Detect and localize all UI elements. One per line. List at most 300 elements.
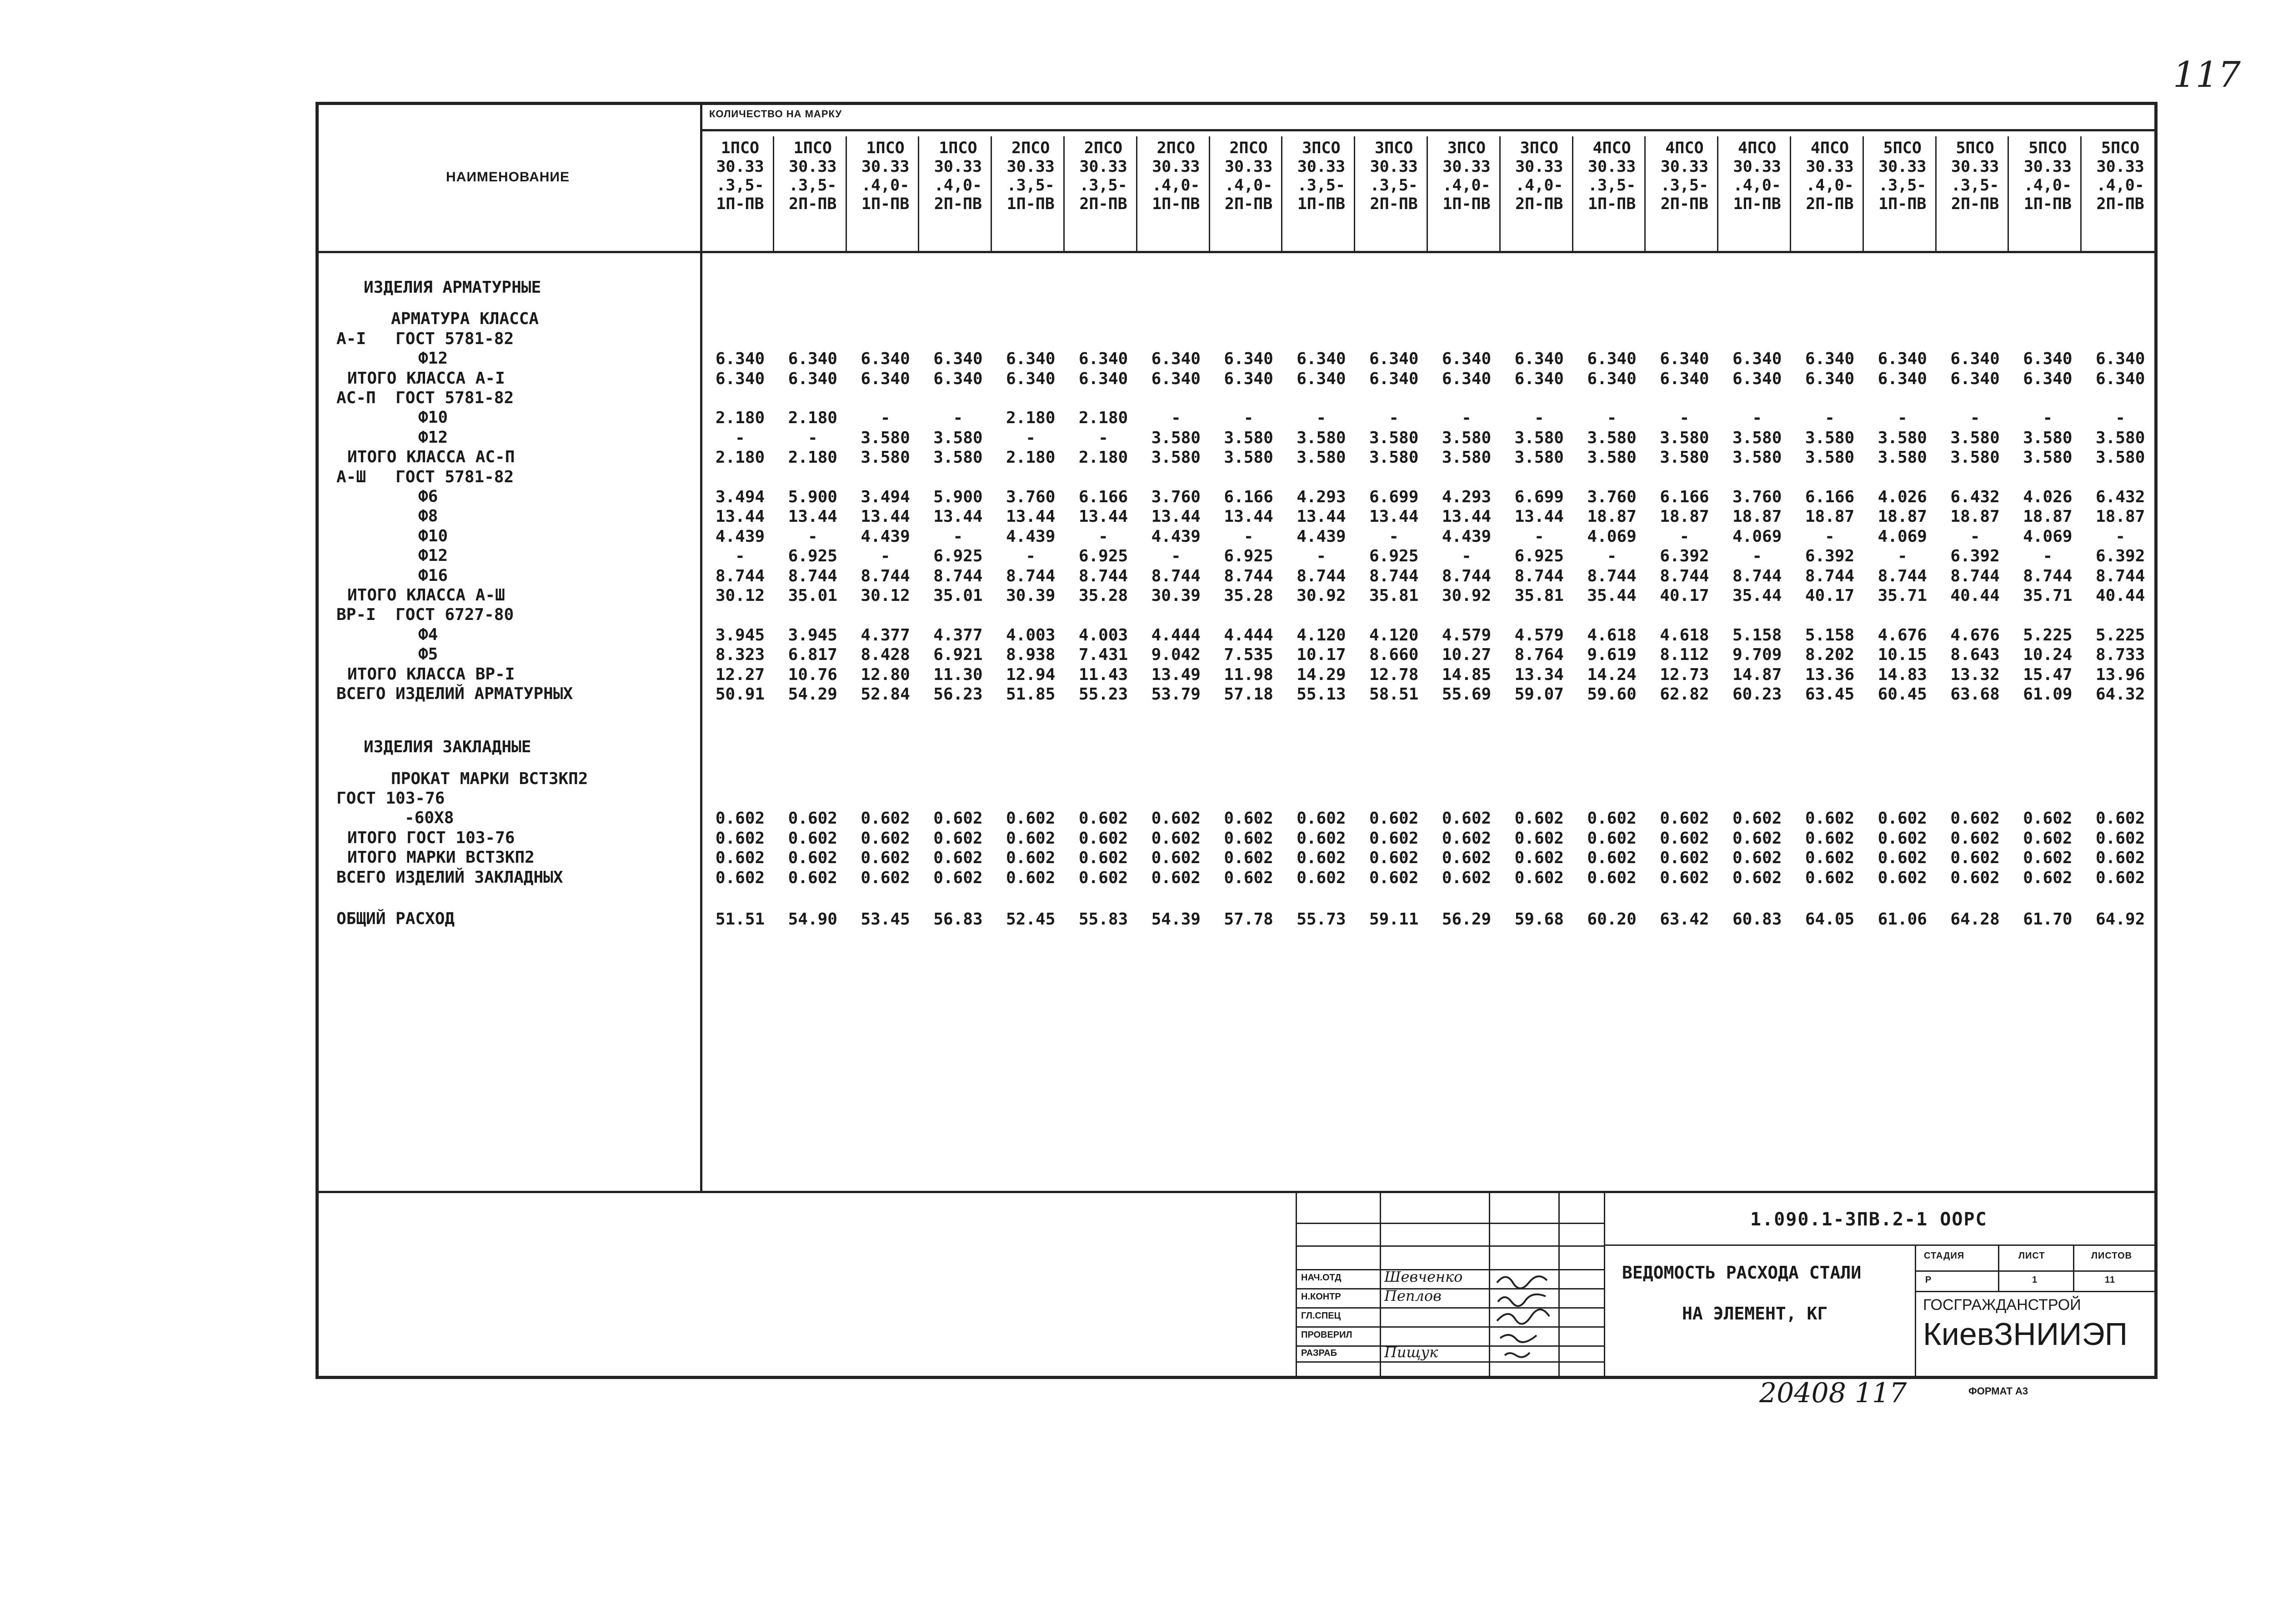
table-cell: 3.580 [933, 428, 983, 447]
table-cell: 12.80 [861, 665, 910, 684]
table-cell: 30.12 [715, 586, 765, 605]
table-cell: 0.602 [1877, 849, 1927, 868]
table-cell: 3.580 [1805, 428, 1855, 447]
table-cell: 61.70 [2023, 909, 2073, 929]
table-cell: 7.431 [1078, 645, 1128, 665]
table-cell: 6.340 [1151, 350, 1201, 369]
column-separator [1790, 136, 1791, 251]
column-separator [1136, 136, 1137, 251]
column-separator [991, 136, 992, 251]
table-cell: - [1607, 547, 1617, 566]
column-separator [1281, 136, 1282, 251]
table-cell: 6.925 [1078, 547, 1128, 566]
table-cell: 13.44 [788, 507, 837, 526]
tb-line [1296, 1307, 1604, 1309]
table-cell: 6.166 [1660, 488, 1709, 507]
table-cell: 6.340 [1442, 369, 1492, 388]
table-cell: - [735, 547, 745, 566]
table-cell: 18.87 [2096, 507, 2145, 526]
table-cell: 61.06 [1877, 909, 1927, 929]
tb-line [1296, 1345, 1604, 1347]
table-cell: 13.96 [2096, 665, 2145, 684]
table-cell: 3.580 [1151, 448, 1201, 467]
row-label: А-Ш ГОСТ 5781-82 [336, 467, 514, 486]
table-cell: - [1098, 527, 1108, 546]
table-cell: 52.45 [1006, 909, 1056, 929]
table-cell: 30.92 [1442, 586, 1492, 605]
table-cell: 6.340 [2096, 350, 2145, 369]
table-cell: 12.73 [1660, 665, 1709, 684]
table-cell: 35.28 [1224, 586, 1273, 605]
table-cell: 0.602 [861, 849, 910, 868]
table-cell: 35.44 [1587, 586, 1637, 605]
table-cell: 35.44 [1732, 586, 1782, 605]
table-cell: 5.158 [1732, 625, 1782, 645]
table-cell: 55.73 [1297, 909, 1346, 929]
role-label: НАЧ.ОТД [1301, 1273, 1342, 1283]
column-header: 5ПСО 30.33 .4,0- 1П-ПВ [2023, 139, 2072, 213]
role-label: ГЛ.СПЕЦ [1301, 1311, 1341, 1321]
table-cell: 6.925 [788, 547, 837, 566]
table-cell: 6.392 [1660, 547, 1709, 566]
tb-line [1915, 1291, 2158, 1292]
table-cell: 60.20 [1587, 909, 1637, 929]
table-cell: 6.340 [2096, 369, 2145, 388]
table-cell: 8.428 [861, 645, 910, 665]
table-cell: 6.166 [1224, 488, 1273, 507]
table-cell: 4.026 [1877, 488, 1927, 507]
table-cell: 4.069 [1587, 527, 1637, 546]
table-cell: 0.602 [1369, 829, 1419, 848]
table-cell: - [1897, 409, 1908, 428]
table-cell: 0.602 [788, 809, 837, 828]
table-cell: 3.580 [1224, 448, 1273, 467]
table-cell: 8.744 [1151, 566, 1201, 585]
table-cell: 0.602 [1151, 849, 1201, 868]
column-header: 5ПСО 30.33 .3,5- 1П-ПВ [1878, 139, 1927, 213]
table-cell: 4.377 [933, 625, 983, 645]
table-cell: 18.87 [1805, 507, 1855, 526]
signatures-image [1493, 1269, 1557, 1360]
table-cell: 3.760 [1587, 488, 1637, 507]
table-cell: 0.602 [933, 849, 983, 868]
column-separator [2008, 136, 2009, 251]
column-separator [1935, 136, 1937, 251]
table-cell: 6.340 [2023, 369, 2073, 388]
table-cell: 51.85 [1006, 685, 1056, 704]
table-cell: 0.602 [715, 809, 765, 828]
table-cell: 4.120 [1297, 625, 1346, 645]
column-separator [1499, 136, 1501, 251]
table-cell: 6.340 [1442, 350, 1492, 369]
column-separator [1354, 136, 1355, 251]
table-cell: 2.180 [788, 448, 837, 467]
table-cell: 0.602 [2096, 829, 2145, 848]
table-cell: 0.602 [1006, 868, 1056, 887]
table-cell: - [1752, 547, 1762, 566]
table-cell: 6.340 [1514, 350, 1564, 369]
table-cell: 56.83 [933, 909, 983, 929]
table-cell: 3.580 [861, 428, 910, 447]
stage-label: СТАДИЯ [1924, 1251, 1965, 1261]
table-cell: 40.17 [1805, 586, 1855, 605]
table-cell: 13.44 [1297, 507, 1346, 526]
table-cell: 0.602 [1950, 849, 2000, 868]
table-bottom-line [315, 1191, 2158, 1193]
table-cell: 3.494 [861, 488, 910, 507]
table-cell: 0.602 [1660, 849, 1709, 868]
table-cell: - [807, 527, 818, 546]
tb-line [1915, 1270, 2158, 1272]
table-cell: 4.439 [1151, 527, 1201, 546]
table-cell: - [1171, 547, 1181, 566]
table-cell: 0.602 [788, 868, 837, 887]
table-cell: 0.602 [1297, 829, 1346, 848]
table-cell: - [953, 527, 963, 546]
table-cell: 0.602 [2023, 849, 2073, 868]
table-cell: 6.340 [1006, 369, 1056, 388]
column-header: 2ПСО 30.33 .4,0- 1П-ПВ [1152, 139, 1200, 213]
table-cell: 6.340 [715, 369, 765, 388]
table-cell: 3.580 [1732, 428, 1782, 447]
table-cell: 6.340 [1660, 350, 1709, 369]
table-cell: 8.744 [1006, 566, 1056, 585]
table-cell: 3.945 [788, 625, 837, 645]
table-cell: 14.87 [1732, 665, 1782, 684]
table-cell: 12.94 [1006, 665, 1056, 684]
table-cell: 12.27 [715, 665, 765, 684]
table-cell: 0.602 [1805, 829, 1855, 848]
table-cell: 4.444 [1224, 625, 1273, 645]
table-cell: 0.602 [715, 868, 765, 887]
column-separator [1644, 136, 1646, 251]
table-cell: 35.28 [1078, 586, 1128, 605]
table-cell: 60.23 [1732, 685, 1782, 704]
table-cell: 63.45 [1805, 685, 1855, 704]
table-cell: 0.602 [1514, 829, 1564, 848]
table-cell: 0.602 [1151, 809, 1201, 828]
table-cell: 18.87 [2023, 507, 2073, 526]
column-separator [1862, 136, 1864, 251]
table-cell: - [880, 409, 891, 428]
table-cell: 4.618 [1660, 625, 1709, 645]
person-name: Пеплов [1384, 1287, 1442, 1304]
table-cell: 0.602 [861, 868, 910, 887]
tb-line [1296, 1223, 1604, 1224]
table-cell: 0.602 [861, 809, 910, 828]
table-cell: 3.580 [1514, 448, 1564, 467]
table-cell: 18.87 [1877, 507, 1927, 526]
table-cell: 0.602 [1224, 849, 1273, 868]
table-cell: 0.602 [1660, 809, 1709, 828]
row-label: Ф12 [418, 546, 448, 565]
table-cell: 6.340 [1950, 369, 2000, 388]
table-cell: 3.580 [1805, 448, 1855, 467]
role-label: РАЗРАБ [1301, 1348, 1337, 1358]
table-cell: 3.580 [1587, 448, 1637, 467]
table-cell: 0.602 [1224, 829, 1273, 848]
table-cell: 3.580 [2023, 428, 2073, 447]
table-cell: 64.28 [1950, 909, 2000, 929]
table-cell: - [1243, 527, 1254, 546]
tb-line [1296, 1288, 1604, 1289]
table-cell: 8.660 [1369, 645, 1419, 665]
table-cell: 11.98 [1224, 665, 1273, 684]
table-cell: 6.340 [1660, 369, 1709, 388]
table-cell: 13.44 [715, 507, 765, 526]
table-cell: 2.180 [1078, 448, 1128, 467]
table-cell: 35.81 [1514, 586, 1564, 605]
table-cell: 11.43 [1078, 665, 1128, 684]
table-cell: 0.602 [2023, 809, 2073, 828]
table-cell: 0.602 [1442, 868, 1492, 887]
table-cell: 0.602 [1078, 849, 1128, 868]
row-label: Ф5 [418, 645, 438, 664]
table-cell: 6.340 [1950, 350, 2000, 369]
table-cell: 8.744 [861, 566, 910, 585]
table-cell: 6.340 [2023, 350, 2073, 369]
table-cell: 8.112 [1660, 645, 1709, 665]
table-cell: 6.340 [933, 369, 983, 388]
sheet-value: 1 [2032, 1275, 2038, 1285]
table-cell: 13.44 [1006, 507, 1056, 526]
table-cell: 0.602 [1587, 809, 1637, 828]
table-cell: 0.602 [1587, 868, 1637, 887]
row-label: АРМАТУРА КЛАССА [391, 310, 539, 329]
table-cell: 0.602 [1950, 868, 2000, 887]
table-cell: - [1389, 527, 1399, 546]
table-cell: 61.09 [2023, 685, 2073, 704]
table-cell: - [1026, 428, 1036, 447]
table-cell: 9.042 [1151, 645, 1201, 665]
table-cell: 8.744 [1587, 566, 1637, 585]
role-label: Н.КОНТР [1301, 1292, 1341, 1302]
table-cell: 5.225 [2023, 625, 2073, 645]
table-cell: 0.602 [788, 829, 837, 848]
table-cell: 0.602 [715, 849, 765, 868]
column-header: 5ПСО 30.33 .3,5- 2П-ПВ [1951, 139, 1999, 213]
row-label: Ф10 [418, 408, 448, 427]
name-column-header: НАИМЕНОВАНИЕ [446, 170, 570, 185]
row-label: Ф10 [418, 526, 448, 545]
table-cell: - [2115, 527, 2126, 546]
table-cell: 6.699 [1369, 488, 1419, 507]
table-cell: 0.602 [1442, 849, 1492, 868]
table-cell: 8.764 [1514, 645, 1564, 665]
column-header: 2ПСО 30.33 .3,5- 1П-ПВ [1006, 139, 1055, 213]
table-cell: 7.535 [1224, 645, 1273, 665]
table-cell: 8.744 [1805, 566, 1855, 585]
table-cell: 3.580 [1224, 428, 1273, 447]
tb-line [1380, 1191, 1381, 1379]
tb-line [1604, 1244, 2158, 1246]
table-cell: 8.744 [1224, 566, 1273, 585]
row-label: Ф8 [418, 507, 438, 526]
table-cell: 0.602 [1950, 809, 2000, 828]
table-cell: 13.44 [1151, 507, 1201, 526]
tb-line [1558, 1191, 1560, 1379]
table-cell: 35.81 [1369, 586, 1419, 605]
table-cell: - [1171, 409, 1181, 428]
table-cell: 0.602 [1297, 849, 1346, 868]
tb-line [1296, 1245, 1604, 1247]
table-cell: 4.618 [1587, 625, 1637, 645]
table-cell: 0.602 [1587, 829, 1637, 848]
table-cell: - [1462, 409, 1472, 428]
table-cell: 4.439 [1442, 527, 1492, 546]
table-cell: 15.47 [2023, 665, 2073, 684]
table-cell: 0.602 [933, 829, 983, 848]
table-cell: 52.84 [861, 685, 910, 704]
table-cell: 10.27 [1442, 645, 1492, 665]
table-cell: 8.744 [1297, 566, 1346, 585]
column-separator [918, 136, 919, 251]
table-cell: - [1825, 409, 1835, 428]
table-cell: 0.602 [1587, 849, 1637, 868]
table-cell: 12.78 [1369, 665, 1419, 684]
tb-line [1296, 1361, 1604, 1363]
table-cell: 62.82 [1660, 685, 1709, 704]
table-cell: 4.439 [1006, 527, 1056, 546]
row-label: ИТОГО МАРКИ ВСТЗКП2 [347, 848, 535, 867]
table-cell: 40.44 [2096, 586, 2145, 605]
table-cell: 13.44 [1369, 507, 1419, 526]
table-cell: 3.580 [1369, 448, 1419, 467]
table-cell: 8.744 [1442, 566, 1492, 585]
table-cell: 11.30 [933, 665, 983, 684]
table-cell: 2.180 [788, 409, 837, 428]
table-cell: 0.602 [1224, 868, 1273, 887]
table-cell: 3.580 [2023, 448, 2073, 467]
table-cell: 59.11 [1369, 909, 1419, 929]
table-cell: 13.44 [1514, 507, 1564, 526]
table-cell: 3.760 [1006, 488, 1056, 507]
table-cell: 10.76 [788, 665, 837, 684]
role-label: ПРОВЕРИЛ [1301, 1330, 1352, 1340]
table-cell: 6.925 [1224, 547, 1273, 566]
table-cell: 64.05 [1805, 909, 1855, 929]
table-cell: 6.340 [1297, 350, 1346, 369]
table-cell: 56.23 [933, 685, 983, 704]
table-cell: 0.602 [1514, 849, 1564, 868]
person-name: Пищук [1384, 1344, 1438, 1361]
table-cell: - [1462, 547, 1472, 566]
table-cell: 54.90 [788, 909, 837, 929]
organization-line1: ГОСГРАЖДАНСТРОЙ [1923, 1296, 2081, 1314]
row-label: ПРОКАТ МАРКИ ВСТЗКП2 [391, 769, 588, 788]
row-label: ГОСТ 103-76 [336, 789, 445, 808]
table-cell: 50.91 [715, 685, 765, 704]
table-cell: 0.602 [1297, 809, 1346, 828]
table-cell: 3.760 [1151, 488, 1201, 507]
sheets-label: ЛИСТОВ [2091, 1251, 2133, 1261]
column-separator [1063, 136, 1065, 251]
table-cell: 3.580 [933, 448, 983, 467]
table-cell: 0.602 [1078, 829, 1128, 848]
table-cell: 4.444 [1151, 625, 1201, 645]
table-cell: 6.340 [715, 350, 765, 369]
document-title-line1: ВЕДОМОСТЬ РАСХОДА СТАЛИ [1622, 1263, 1862, 1283]
table-cell: - [2043, 409, 2053, 428]
table-cell: 4.003 [1078, 625, 1128, 645]
table-cell: 6.166 [1078, 488, 1128, 507]
table-cell: 8.323 [715, 645, 765, 665]
table-cell: 8.744 [1660, 566, 1709, 585]
table-cell: 6.340 [1369, 369, 1419, 388]
table-cell: 0.602 [1805, 868, 1855, 887]
table-cell: 14.83 [1877, 665, 1927, 684]
document-code: 1.090.1-3ПВ.2-1 ООРС [1750, 1209, 1988, 1230]
table-cell: 6.432 [1950, 488, 2000, 507]
table-cell: 0.602 [2023, 829, 2073, 848]
table-cell: 6.340 [1078, 369, 1128, 388]
row-label: ИЗДЕЛИЯ ЗАКЛАДНЫЕ [364, 738, 531, 757]
table-cell: 5.225 [2096, 625, 2145, 645]
table-cell: 0.602 [1805, 849, 1855, 868]
table-cell: 0.602 [1006, 829, 1056, 848]
table-cell: 8.744 [933, 566, 983, 585]
table-cell: 6.340 [1587, 350, 1637, 369]
table-cell: 6.340 [1587, 369, 1637, 388]
table-cell: 40.44 [1950, 586, 2000, 605]
table-cell: 0.602 [2096, 868, 2145, 887]
column-separator [1572, 136, 1573, 251]
table-cell: 30.39 [1151, 586, 1201, 605]
table-cell: 3.580 [1732, 448, 1782, 467]
column-header: 5ПСО 30.33 .4,0- 2П-ПВ [2096, 139, 2144, 213]
table-cell: 4.003 [1006, 625, 1056, 645]
table-cell: 6.925 [1514, 547, 1564, 566]
table-cell: - [1534, 527, 1544, 546]
table-cell: 0.602 [1442, 809, 1492, 828]
table-cell: 4.439 [715, 527, 765, 546]
table-cell: 60.45 [1877, 685, 1927, 704]
table-cell: 6.921 [933, 645, 983, 665]
table-cell: 14.24 [1587, 665, 1637, 684]
table-cell: 6.340 [1805, 369, 1855, 388]
row-label: ИТОГО КЛАССА А-Ш [347, 586, 505, 605]
table-cell: 3.580 [1950, 448, 2000, 467]
table-cell: - [1316, 547, 1327, 566]
table-cell: 56.29 [1442, 909, 1492, 929]
row-label: ИТОГО КЛАССА АС-П [347, 448, 515, 467]
table-cell: 6.340 [1297, 369, 1346, 388]
table-cell: 6.340 [788, 350, 837, 369]
table-cell: 6.340 [1151, 369, 1201, 388]
table-cell: 18.87 [1950, 507, 2000, 526]
table-cell: 8.744 [1514, 566, 1564, 585]
column-header: 4ПСО 30.33 .4,0- 2П-ПВ [1806, 139, 1854, 213]
table-cell: 53.45 [861, 909, 910, 929]
table-cell: 6.340 [1805, 350, 1855, 369]
table-cell: 58.51 [1369, 685, 1419, 704]
table-cell: 55.13 [1297, 685, 1346, 704]
table-cell: 6.699 [1514, 488, 1564, 507]
table-cell: 8.744 [1369, 566, 1419, 585]
tb-line [1998, 1244, 1999, 1291]
table-cell: 0.602 [861, 829, 910, 848]
column-header: 1ПСО 30.33 .3,5- 2П-ПВ [789, 139, 837, 213]
table-cell: 0.602 [1006, 849, 1056, 868]
table-cell: 40.17 [1660, 586, 1709, 605]
column-header: 4ПСО 30.33 .4,0- 1П-ПВ [1733, 139, 1781, 213]
table-cell: - [880, 547, 891, 566]
table-cell: 6.432 [2096, 488, 2145, 507]
table-cell: 4.377 [861, 625, 910, 645]
table-cell: 35.71 [1877, 586, 1927, 605]
table-cell: 8.744 [2096, 566, 2145, 585]
table-cell: 0.602 [1732, 849, 1782, 868]
